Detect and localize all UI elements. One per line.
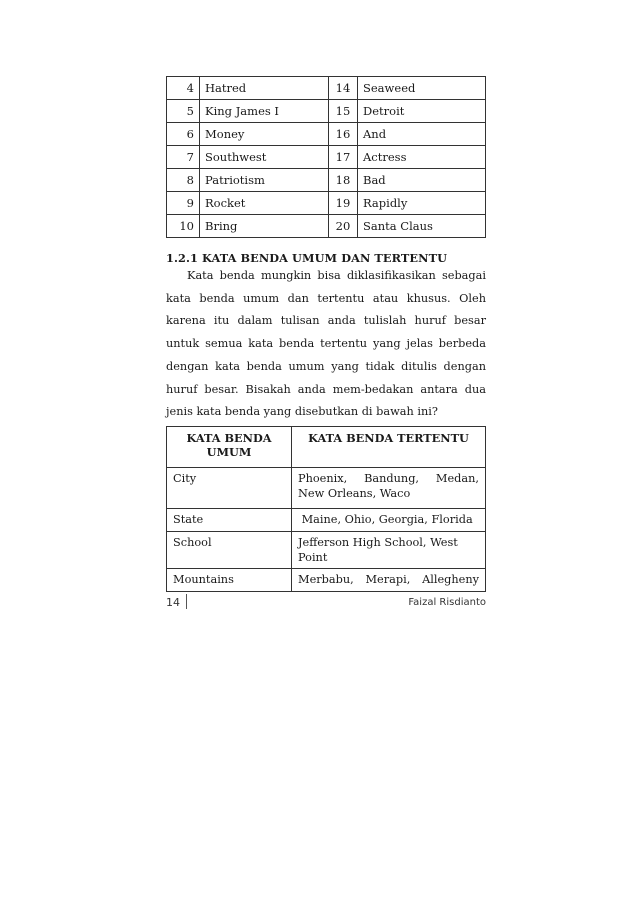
common-noun-cell: Mountains bbox=[167, 569, 292, 592]
table-row bbox=[167, 532, 486, 569]
item-word: Patriotism bbox=[200, 169, 329, 192]
item-number: 16 bbox=[329, 123, 358, 146]
table-row bbox=[167, 192, 486, 215]
footer-author: Faizal Risdianto bbox=[408, 597, 486, 608]
common-noun-cell: State bbox=[167, 509, 292, 532]
footer-divider bbox=[186, 594, 187, 609]
proper-noun-cell: Jefferson High School, West Point bbox=[292, 532, 486, 569]
body-paragraph bbox=[166, 265, 486, 424]
item-word: Seaweed bbox=[358, 77, 486, 100]
vocabulary-table bbox=[166, 76, 486, 238]
item-word: And bbox=[358, 123, 486, 146]
column-header-umum: KATA BENDA UMUM bbox=[167, 427, 292, 468]
table-row bbox=[167, 146, 486, 169]
item-number: 4 bbox=[167, 77, 200, 100]
item-number: 7 bbox=[167, 146, 200, 169]
table-row bbox=[167, 509, 486, 532]
item-number: 14 bbox=[329, 77, 358, 100]
page-number: 14 bbox=[166, 596, 180, 609]
section-heading: 1.2.1 KATA BENDA UMUM DAN TERTENTU bbox=[166, 251, 448, 265]
noun-classification-table bbox=[166, 426, 486, 592]
item-word: Rapidly bbox=[358, 192, 486, 215]
item-number: 10 bbox=[167, 215, 200, 238]
table-row bbox=[167, 77, 486, 100]
proper-noun-cell: Maine, Ohio, Georgia, Florida bbox=[292, 509, 486, 532]
column-header-tertentu: KATA BENDA TERTENTU bbox=[292, 427, 486, 468]
table-row bbox=[167, 468, 486, 509]
item-word: Actress bbox=[358, 146, 486, 169]
table-row bbox=[167, 569, 486, 592]
item-word: King James I bbox=[200, 100, 329, 123]
item-word: Money bbox=[200, 123, 329, 146]
item-number: 20 bbox=[329, 215, 358, 238]
common-noun-cell: City bbox=[167, 468, 292, 509]
item-number: 5 bbox=[167, 100, 200, 123]
item-number: 8 bbox=[167, 169, 200, 192]
item-word: Detroit bbox=[358, 100, 486, 123]
item-number: 18 bbox=[329, 169, 358, 192]
table-row bbox=[167, 100, 486, 123]
item-word: Rocket bbox=[200, 192, 329, 215]
item-word: Santa Claus bbox=[358, 215, 486, 238]
item-word: Bad bbox=[358, 169, 486, 192]
table-header-row bbox=[167, 427, 486, 468]
common-noun-cell: School bbox=[167, 532, 292, 569]
item-number: 9 bbox=[167, 192, 200, 215]
item-word: Hatred bbox=[200, 77, 329, 100]
proper-noun-cell: Merbabu, Merapi, Allegheny bbox=[292, 569, 486, 592]
item-number: 15 bbox=[329, 100, 358, 123]
paragraph-text: Kata benda mungkin bisa diklasifikasikan sebagai kata benda umum dan tertentu atau khusus. Oleh karena itu dalam tulisan anda tulislah huruf besar untuk semua kata benda tertentu yang jelas berbeda dengan kata benda umum yang tidak ditulis dengan huruf besar. Bisakah anda mem-bedakan antara dua jenis kata benda yang disebutkan di bawah ini? bbox=[166, 269, 486, 419]
table-row bbox=[167, 169, 486, 192]
item-word: Southwest bbox=[200, 146, 329, 169]
table-row bbox=[167, 215, 486, 238]
table-row bbox=[167, 123, 486, 146]
proper-noun-cell: Phoenix, Bandung, Medan, New Orleans, Waco bbox=[292, 468, 486, 509]
item-number: 19 bbox=[329, 192, 358, 215]
item-number: 17 bbox=[329, 146, 358, 169]
item-word: Bring bbox=[200, 215, 329, 238]
item-number: 6 bbox=[167, 123, 200, 146]
